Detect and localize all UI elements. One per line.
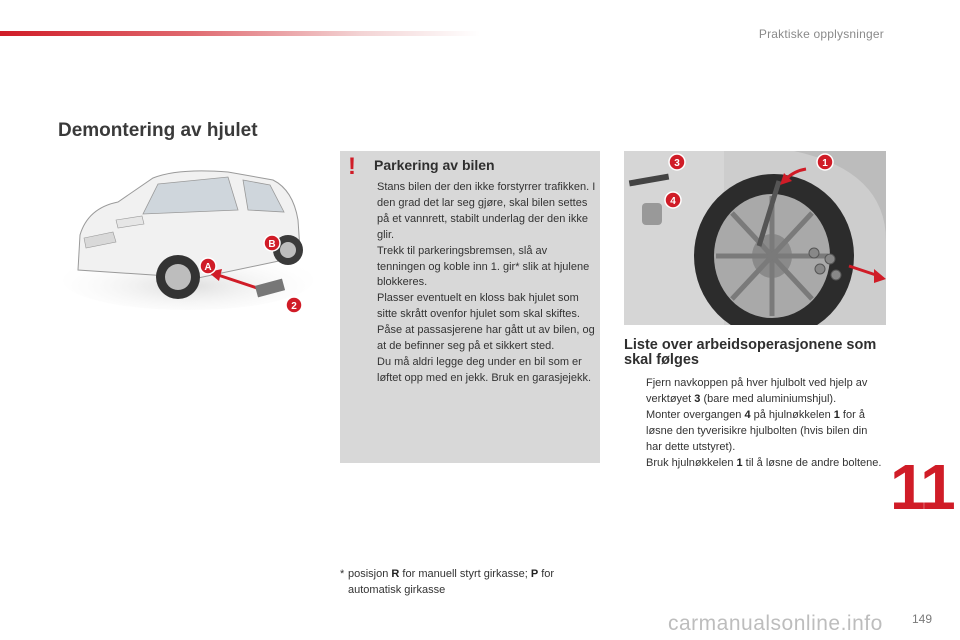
watermark: carmanualsonline.info	[668, 612, 883, 635]
warning-body	[377, 180, 597, 387]
section-title: Praktiske opplysninger	[758, 27, 884, 41]
warning-paragraph: Du må aldri legge deg under en bil som er løftet opp med en jekk. Bruk en garasjejekk.	[377, 355, 591, 384]
svg-text:1: 1	[822, 158, 828, 169]
svg-text:B: B	[268, 239, 276, 250]
warning-box	[340, 151, 600, 463]
svg-text:3: 3	[674, 158, 680, 169]
header-accent-bar	[0, 31, 480, 36]
operations-list	[624, 375, 886, 471]
car-illustration	[58, 150, 320, 320]
list-item: Monter overgangen 4 på hjulnøkkelen 1 for å løsne den tyverisikre hjulbolten (hvis bilen din har dette utstyret).	[646, 409, 868, 453]
marker-b	[264, 235, 280, 251]
list-item: Fjern navkoppen på hver hjulbolt ved hjelp av verktøyet 3 (bare med aluminiumshjul).	[646, 377, 868, 405]
footnote-marker: *	[340, 568, 345, 580]
list-item: Bruk hjulnøkkelen 1 til å løsne de andre boltene.	[646, 457, 882, 469]
page-number: 149	[912, 612, 933, 626]
marker-1	[817, 154, 833, 170]
marker-4	[665, 192, 681, 208]
chapter-number: 11	[890, 451, 954, 523]
warning-paragraph: Plasser eventuelt en kloss bak hjulet som sitte skrått ovenfor hjulet som skal skiftes.	[377, 292, 580, 321]
footnote-text: posisjon R for manuell styrt girkasse; P for automatisk girkasse	[348, 568, 555, 596]
svg-text:2: 2	[291, 301, 297, 312]
exclamation-icon: !	[348, 153, 356, 180]
marker-3	[669, 154, 685, 170]
warning-paragraph: Trekk til parkeringsbremsen, slå av tenningen og koble inn 1. gir* slik at hjulene blokkeres.	[377, 244, 590, 289]
svg-text:A: A	[204, 262, 212, 273]
footnote	[340, 566, 600, 598]
operations-heading: Liste over arbeidsoperasjonene som skal følges	[624, 337, 877, 368]
svg-text:4: 4	[670, 196, 676, 207]
warning-paragraph: Påse at passasjerene har gått ut av bilen, og at de befinner seg på et sikkert sted.	[377, 324, 595, 353]
wheel-removal-photo	[624, 151, 886, 325]
page-title: Demontering av hjulet	[58, 120, 258, 141]
marker-2	[286, 297, 302, 313]
marker-a	[200, 258, 216, 274]
wheel-photo-illustration	[624, 151, 886, 325]
warning-paragraph: Stans bilen der den ikke forstyrrer trafikken. I den grad det lar seg gjøre, skal bilen settes på et vannrett, stabilt underlag der den ikke glir.	[377, 181, 596, 241]
warning-heading: Parkering av bilen	[374, 157, 495, 173]
